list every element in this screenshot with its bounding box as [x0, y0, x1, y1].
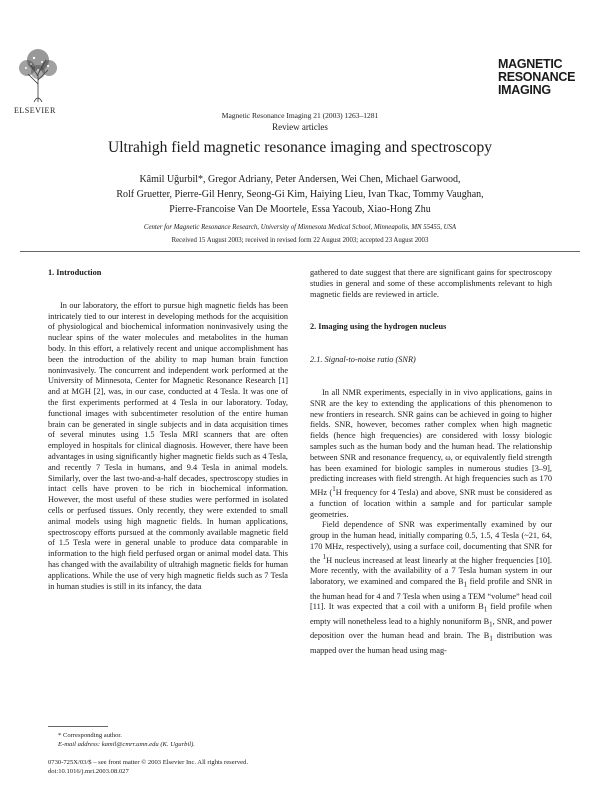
paragraph-continued: gathered to date suggest that there are significant gains for spectroscopy studies in general and some of these accomplishments relevant to high magnetic fields are reviewed in article. — [310, 268, 552, 299]
section-heading-imaging: 2. Imaging using the hydrogen nucleus — [310, 322, 447, 332]
article-dates: Received 15 August 2003; received in revised form 22 August 2003; accepted 23 August 2003 — [171, 237, 429, 244]
doi-line: doi:10.1016/j.mri.2003.08.027 — [48, 768, 129, 775]
affiliation: Center for Magnetic Resonance Research, University of Minnesota Medical School, Minneapolis, MN 55455, USA — [143, 224, 457, 231]
journal-logo-line: RESONANCE — [498, 70, 576, 84]
article-type: Review articles — [272, 122, 328, 132]
journal-logo-line: IMAGING — [498, 83, 551, 97]
journal-logo-line: MAGNETIC — [498, 57, 563, 71]
section-heading-introduction: 1. Introduction — [48, 268, 102, 277]
journal-logo — [498, 58, 580, 97]
right-column — [310, 268, 552, 656]
left-column — [48, 268, 288, 592]
paragraph: In all NMR experiments, especially in in vivo applications, gains in SNR are the key to extending the applications of this phenomenon to new frontiers in research. SNR gains can be achieved in going to higher fields. SNR, however, becomes rather complex when high magnetic fields (hence high frequencies) are considered with lossy biologic samples such as the human body and the human head. The relationship between SNR and resonance frequency, ω, or equivalently field strength has been examined for biologic samples in numerous studies [3–9], predicting increases with field strength. At high frequencies such as 170 MHz ($^1$H frequency for 4 Tesla) and above, SNR must be considered as a function of location within a sample and for particular sample geometries. — [310, 387, 553, 519]
subsection-heading-snr: 2.1. Signal-to-noise ratio (SNR) — [310, 355, 416, 365]
journal-reference: Magnetic Resonance Imaging 21 (2003) 1263–1281 — [221, 111, 379, 120]
publisher-tree-logo — [12, 44, 64, 104]
copyright-line: 0730-725X/03/$ – see front matter © 2003 Elsevier Inc. All rights reserved. — [48, 759, 249, 766]
paragraph: In our laboratory, the effort to pursue high magnetic fields has been intricately tied to our interest in developing methods for the acquisition of physiological and biochemical information noninvasively using the nuclear spins of the water molecules and metabolites in the human body. In this effort, a relatively recent and unique accomplishment has been the introduction of the ability to map human brain function noninvasively. The concurrent and independent work performed at the University of Minnesota, Center for Magnetic Resonance Research [1] and at MGH [2], was, in our case, conducted at 4 Tesla. It was one of the first experiments performed at 4 Tesla in our laboratory. Today, functional images with subcentimeter resolution of the entire human brain can be generated in single subjects and in data acquisition times of several minutes using 1.5 Tesla MRI scanners that are often employed in hospitals for clinical diagnosis. However, there have been advantages in using significantly higher magnetic fields such as 4 Tesla, and recently 7 Tesla in humans, and 9.4 Tesla in animal models. Similarly, over the last two-and-a-half decades, spectroscopy studies in intact cells have proven to be rich in biochemical information. However, the most useful of these studies were performed in isolated cells or perfused tissues. Only recently, they were extended to small animal models using high magnetic fields. In human applications, spectroscopy efforts pursued at the commonly available magnetic field of 1.5 Tesla were in general unable to produce data comparable in information to the high field perfused organ or animal model data. This has changed with the availability of ultrahigh magnetic fields for human applications. While the use of very high magnetic fields such as 7 Tesla in human studies is still in its infancy, the data — [48, 300, 288, 591]
publisher-name: ELSEVIER — [14, 106, 56, 115]
article-title: Ultrahigh field magnetic resonance imaging and spectroscopy — [108, 139, 492, 156]
author-line: Rolf Gruetter, Pierre-Gil Henry, Seong-Gi Kim, Haiying Lieu, Ivan Tkac, Tommy Vaughan, — [116, 189, 484, 200]
author-line: Pierre-Francoise Van De Moortele, Essa Yacoub, Xiao-Hong Zhu — [169, 204, 431, 215]
header-divider — [20, 251, 580, 252]
footnote — [58, 731, 195, 749]
corresponding-author-note: * Corresponding author. — [58, 732, 122, 739]
email-address: E-mail address: kamil@cmrr.umn.edu (K. Ugurbil). — [58, 741, 195, 748]
page-footer — [48, 758, 248, 776]
author-line: Kâmil Uğurbil*, Gregor Adriany, Peter Andersen, Wei Chen, Michael Garwood, — [139, 174, 461, 185]
paragraph: Field dependence of SNR was experimentally examined by our group in the human head, initially comparing 0.5, 1.5, 4 Tesla (~21, 64, 170 MHz, respectively), using a surface coil, documenting that SNR for the $^1$H nucleus increased at least linearly at the higher frequencies [10]. More recently, with the availability of a 7 Tesla human system in our laboratory, we examined and compared the $B_1$ field profile and SNR in the human head for 4 and 7 Tesla when using a TEM “volume” head coil [11]. It was expected that a coil with a uniform $B_1$ field profile when empty will nonetheless lead to a highly nonuniform $B_1$, SNR, and power deposition over the human head and brain. The $B_1$ distribution was mapped over the human head using mag- — [310, 520, 553, 655]
author-list — [20, 172, 580, 217]
footnote-divider — [48, 726, 108, 727]
